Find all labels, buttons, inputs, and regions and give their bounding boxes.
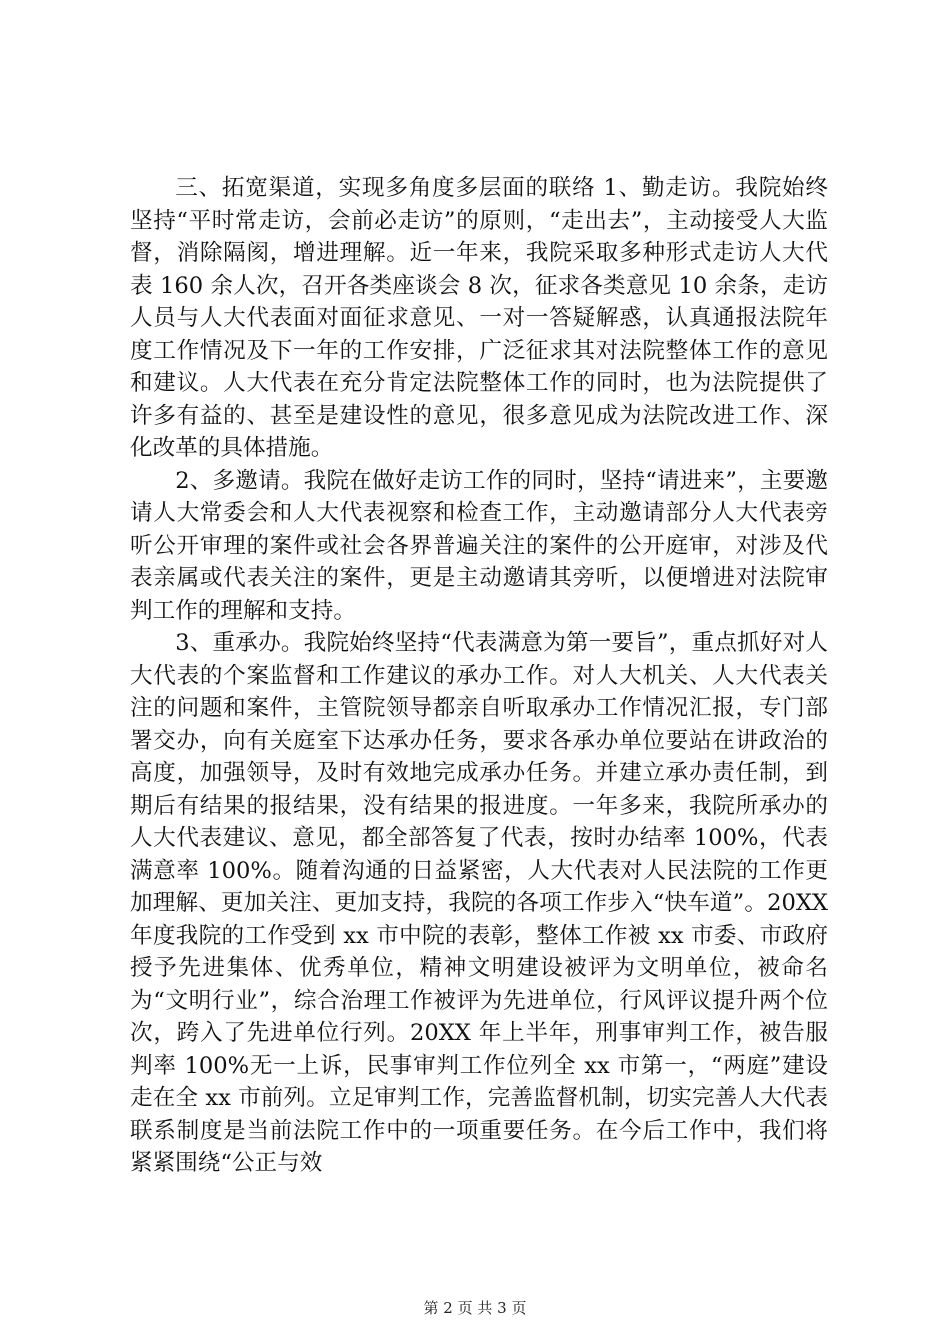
paragraph-broaden-channels: 三、拓宽渠道，实现多角度多层面的联络 1、勤走访。我院始终坚持“平时常走访，会前必走访”的原则，“走出去”，主动接受人大监督，消除隔阂，增进理解。近一年来，我院采取多种形式走访人大代表 160 余人次，召开各类座谈会 8 次，征求各类意见 10 余条，走访人员与人大代表面对面征求意见、一对一答疑解惑，认真通报法院年度工作情况及下一年的工作安排，广泛征求其对法院整体工作的意见和建议。人大代表在充分肯定法院整体工作的同时，也为法院提供了许多有益的、甚至是建设性的意见，很多意见成为法院改进工作、深化改革的具体措施。 (130, 175, 828, 461)
paragraph-more-invitations: 2、多邀请。我院在做好走访工作的同时，坚持“请进来”，主要邀请人大常委会和人大代表视察和检查工作，主动邀请部分人大代表旁听公开审理的案件或社会各界普遍关注的案件的公开庭审，对涉及代表亲属或代表关注的案件，更是主动邀请其旁听，以便增进对法院审判工作的理解和支持。 (130, 467, 828, 624)
page-footer: 第 2 页 共 3 页 (423, 1299, 527, 1317)
document-body (130, 172, 828, 1180)
paragraph-handling-suggestions: 3、重承办。我院始终坚持“代表满意为第一要旨”，重点抓好对人大代表的个案监督和工作建议的承办工作。对人大机关、人大代表关注的问题和案件，主管院领导都亲自听取承办工作情况汇报，专门部署交办，向有关庭室下达承办任务，要求各承办单位要站在讲政治的高度，加强领导，及时有效地完成承办任务。并建立承办责任制，到期后有结果的报结果，没有结果的报进度。一年多来，我院所承办的人大代表建议、意见，都全部答复了代表，按时办结率 100%，代表满意率 100%。随着沟通的日益紧密，人大代表对人民法院的工作更加理解、更加关注、更加支持，我院的各项工作步入“快车道”。20XX 年度我院的工作受到 xx 市中院的表彰，整体工作被 xx 市委、市政府授予先进集体、优秀单位，精神文明建设被评为文明单位，被命名为“文明行业”，综合治理工作被评为先进单位，行风评议提升两个位次，跨入了先进单位行列。20XX 年上半年，刑事审判工作，被告服判率 100%无一上诉，民事审判工作位列全 xx 市第一，“两庭”建设走在全 xx 市前列。立足审判工作，完善监督机制，切实完善人大代表联系制度是当前法院工作中的一项重要任务。在今后工作中，我们将紧紧围绕“公正与效 (130, 630, 828, 1176)
